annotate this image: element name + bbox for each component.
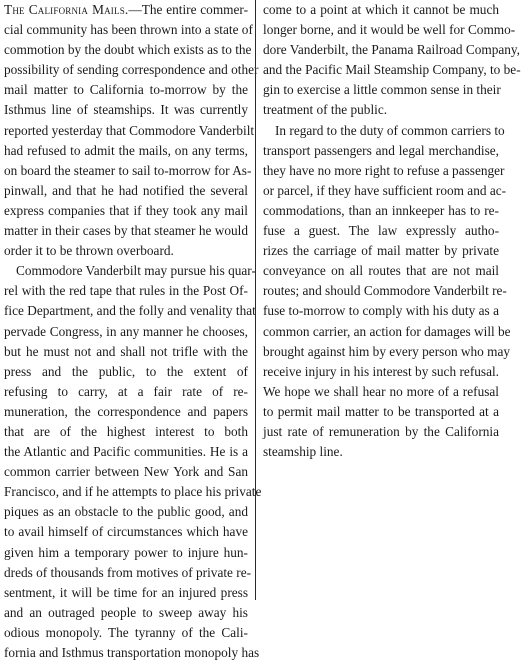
text-line [4, 342, 248, 362]
text-line [263, 0, 499, 20]
line-text: dore Vanderbilt, the Panama Railroad Company, [263, 42, 521, 58]
line-text: matter in their cases by that steamer he would [4, 223, 248, 239]
text-line [4, 80, 248, 100]
line-text: on board the steamer to sail to-morrow for As- [4, 162, 252, 178]
line-text: piques as an obstacle to the public good, and [4, 504, 248, 520]
text-line [263, 241, 499, 261]
text-line [263, 402, 499, 422]
text-line [263, 161, 505, 181]
text-line [4, 20, 253, 40]
line-text: rel with the red tape that rules in the Post Of- [4, 283, 248, 299]
text-line [4, 121, 255, 141]
text-line [4, 583, 248, 603]
line-text: or parcel, if they have sufficient room and ac- [263, 182, 507, 198]
text-line [263, 261, 499, 281]
text-line [263, 181, 507, 201]
text-line [4, 522, 248, 542]
line-text: had refused to admit the mails, on any terms, [4, 142, 248, 158]
line-text: receive injury in his interest by such refusal. [263, 363, 499, 379]
text-line [4, 281, 248, 301]
text-line [263, 201, 499, 221]
line-text: pinwall, and that he had notified the several [4, 182, 248, 198]
line-text: reported yesterday that Commodore Vanderbilt [4, 122, 255, 138]
text-line [263, 442, 499, 462]
text-line [4, 301, 256, 321]
line-text: routes; and should Commodore Vanderbilt re- [263, 283, 507, 299]
text-line [4, 402, 248, 422]
text-line [263, 80, 499, 100]
line-text: We hope we shall hear no more of a refusal [263, 383, 499, 399]
text-line [4, 623, 248, 643]
text-line [4, 603, 248, 623]
line-text: Isthmus line of steamships. It was currently [4, 102, 248, 118]
text-line [4, 60, 259, 80]
text-line [263, 342, 511, 362]
line-text: cial community has been thrown into a state of [4, 22, 253, 38]
line-text: brought against him by every person who may [263, 343, 511, 359]
text-line [4, 462, 248, 482]
line-text: treatment of the public. [263, 102, 388, 118]
text-line [263, 301, 499, 321]
line-text: Commodore Vanderbilt may pursue his quar- [16, 263, 256, 279]
line-text: they have no more right to refuse a passenger [263, 162, 505, 178]
text-line [4, 241, 248, 261]
line-text: fornia and Isthmus transportation monopoly has [4, 645, 260, 660]
line-text: possibility of sending correspondence and other [4, 62, 259, 78]
text-line [4, 181, 248, 201]
line-text: the Atlantic and Pacific communities. He is a [4, 444, 248, 460]
text-line [4, 322, 248, 342]
text-line [263, 141, 499, 161]
line-text: conveyance on all routes that are not mail [263, 263, 499, 279]
line-text: steamship line. [263, 444, 343, 460]
text-line [263, 221, 499, 241]
text-line [263, 362, 499, 382]
text-line [4, 382, 248, 402]
line-text: fuse a guest. The law expressly autho- [263, 223, 499, 239]
line-text: just rate of remuneration by the California [263, 423, 499, 439]
text-line [4, 201, 248, 221]
text-line [4, 543, 248, 563]
text-line [4, 563, 252, 583]
line-text: longer borne, and it would be well for Commo- [263, 22, 516, 38]
line-text: gin to exercise a little common sense in their [263, 82, 501, 98]
right-text-column [263, 0, 521, 600]
text-line [263, 100, 499, 120]
text-line [263, 40, 521, 60]
line-text: fice Department, and the folly and venality that [4, 303, 256, 319]
text-line [263, 382, 499, 402]
line-text: sentment, it will be time for an injured press [4, 584, 248, 600]
text-line [4, 141, 248, 161]
line-text: transport passengers and legal merchandise, [263, 142, 499, 158]
line-text: common carrier, an action for damages will be [263, 323, 511, 339]
line-text: but he must not and shall not trifle with the [4, 343, 248, 359]
line-text: and the Pacific Mail Steamship Company, to be- [263, 62, 521, 78]
line-text: —The entire commer- [128, 2, 248, 17]
line-text: muneration, the correspondence and papers [4, 403, 248, 419]
line-text: rizes the carriage of mail matter by private [263, 243, 499, 259]
column-rule [255, 0, 256, 600]
text-line [263, 322, 511, 342]
line-text: that are of the highest interest to both [4, 423, 248, 439]
line-text: pervade Congress, in any manner he chooses, [4, 323, 248, 339]
line-text: Francisco, and if he attempts to place his private [4, 484, 262, 500]
line-text: to permit mail matter to be transported at a [263, 403, 499, 419]
line-text: commotion by the doubt which exists as to the [4, 42, 252, 58]
line-text: odious monopoly. The tyranny of the Cali- [4, 624, 248, 640]
line-text: express companies that if they took any mail [4, 202, 248, 218]
text-line [4, 221, 248, 241]
text-line [263, 281, 507, 301]
line-text: common carrier between New York and San [4, 464, 248, 480]
line-text: dreds of thousands from motives of private re- [4, 564, 252, 580]
text-line [4, 442, 248, 462]
text-line [4, 161, 252, 181]
text-line [4, 482, 262, 502]
text-line [4, 261, 256, 281]
article-headline: The California Mails. [4, 2, 129, 17]
line-text: In regard to the duty of common carriers to [275, 122, 505, 138]
text-line [4, 362, 248, 382]
line-text: refusing to carry, at a fair rate of re- [4, 383, 248, 399]
text-line [263, 60, 521, 80]
text-line [4, 502, 248, 522]
line-text: fuse to-morrow to comply with his duty as a [263, 303, 499, 319]
line-text: come to a point at which it cannot be much [263, 2, 499, 17]
text-line [4, 0, 248, 20]
line-text: order it to be thrown overboard. [4, 243, 174, 259]
text-line [4, 100, 248, 120]
text-line [4, 643, 260, 663]
line-text: mail matter to California to-morrow by the [4, 82, 248, 98]
text-line [4, 40, 252, 60]
line-text: press and the public, to the extent of [4, 363, 248, 379]
left-text-column [4, 0, 262, 660]
text-line [4, 422, 248, 442]
line-text: commodations, than an innkeeper has to re- [263, 202, 499, 218]
text-line [263, 121, 505, 141]
line-text: given him a temporary power to injure hun- [4, 544, 248, 560]
line-text: to avail himself of circumstances which have [4, 524, 248, 540]
text-line [263, 422, 499, 442]
line-text: and an outraged people to sweep away his [4, 604, 248, 620]
text-line [263, 20, 516, 40]
